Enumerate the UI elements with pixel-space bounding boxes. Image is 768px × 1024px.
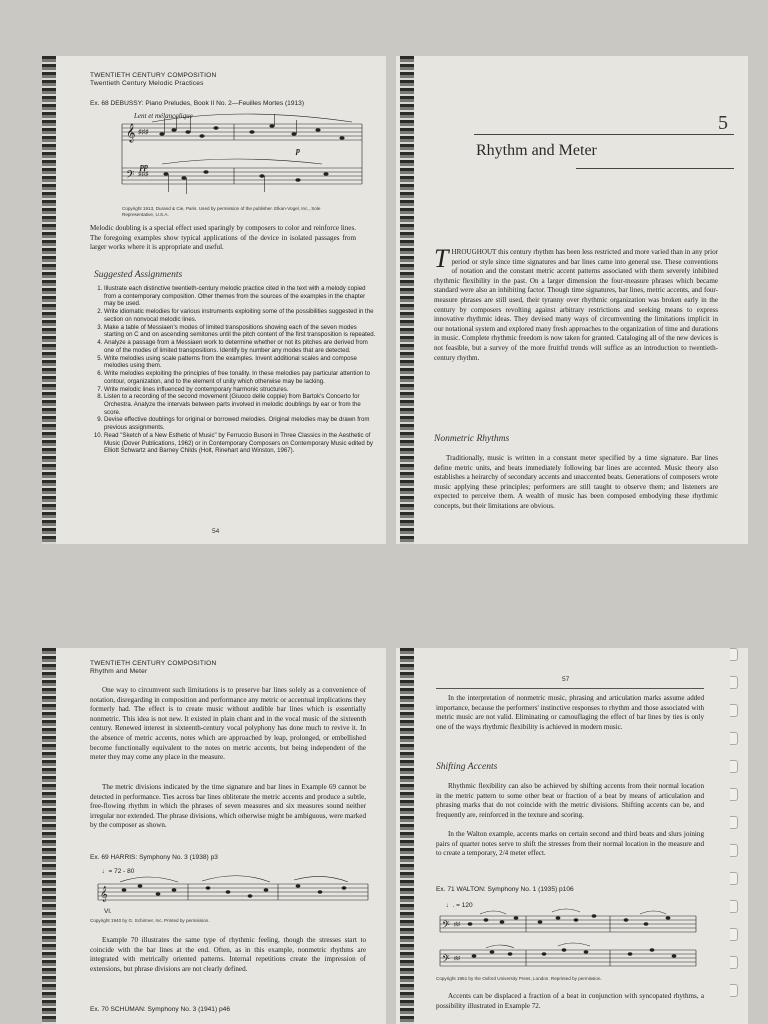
assignment-item: 4. Analyze a passage from a Messiaen work to determine whether or not its pitches are derived from one of the modes of limited transpositions. Identify by number any modes that are detected. bbox=[104, 339, 378, 354]
svg-text:𝄞: 𝄞 bbox=[126, 123, 136, 142]
header-rule bbox=[436, 688, 704, 689]
drop-cap: T bbox=[434, 244, 449, 273]
page-tab bbox=[730, 704, 738, 717]
tempo-marking: Lent et mélancolique bbox=[134, 112, 193, 120]
music-score-example-68 bbox=[122, 120, 362, 206]
dynamic-p: p bbox=[296, 146, 300, 155]
intro-text: HROUGHOUT this century rhythm has been less restricted and more varied than in any prior period or style since time signatures and bar lines came into general use. These conventions of notation and the constant metric accent patterns associated with them severely inhibited rhythmic flexibility in the past. On a larger dimension the four-measure phrases which became standard were also an inhibiting factor. Though time signatures, bar lines, metric accents, and four-measure phrases are still used, their tyranny over rhythmic organization was broken early in the century by composers revolting against arbitrary restrictions and seeking means to express innovative rhythmic ideas. They devised many ways of circumventing the limitations implicit in our notational system and explored many fresh approaches to the organization of time and durations in music. Complete rhythmic freedom is now taken for granted. Cataloging all of the new devices is not feasible, but a survey of the more fruitful trends will suffice as an introduction to twentieth-century rhythm. bbox=[434, 248, 718, 362]
example-69-copyright: Copyright 1940 by G. Schirmer, Inc. Printed by permission. bbox=[90, 918, 210, 923]
assignment-item: 6. Write melodies exploiting the principles of free tonality. In these melodies pay particular attention to contour, organization, and to the element of unity which otherwise may be lacking. bbox=[104, 370, 378, 385]
chapter-rule-bottom bbox=[576, 168, 734, 169]
example-71-caption: Ex. 71 WALTON: Symphony No. 1 (1935) p106 bbox=[436, 886, 574, 893]
assignment-item: 10. Read "Sketch of a New Esthetic of Music" by Ferruccio Busoni in Three Classics in the Aesthetic of Music (Dover Publications, 1962) or in Contemporary Composers on Contemporary Music edited by Elliott Schwartz and Barney Childs (Holt, Rinehart and Winston, 1967). bbox=[104, 432, 378, 455]
svg-text:♯♯♯: ♯♯♯ bbox=[138, 170, 149, 178]
music-score-example-71 bbox=[440, 910, 696, 974]
page-tab bbox=[730, 788, 738, 801]
page-tab bbox=[730, 648, 738, 661]
bar-lines-paragraph-1: One way to circumvent such limitations is to preserve bar lines solely as a convenience of notation, disregarding in composition and performance any metric or accentual implications they formerly had. The effect is to create music without audible bar lines which is essentially nonmetric. This idea is not new. It existed in plain chant and in the vocal music of the sixteenth century. Renewed interest in sixteenth-century vocal polyphony has done much to revive it. In the absence of metric accents, notes which are approached by leap, prolonged, or embellished become functionally equivalent to the notes on metric accents, but being independent of the meter they may come any place in the measure. bbox=[90, 686, 366, 762]
example-71-copyright: Copyright 1951 by the Oxford University Press, London. Reprinted by permission. bbox=[436, 976, 602, 981]
page-57 bbox=[396, 648, 748, 1024]
binding-edge bbox=[400, 648, 414, 1024]
melodic-doubling-paragraph: Melodic doubling is a special effect used sparingly by composers to color and reinforce lines. The foregoing examples show typical applications of the device in isolated passages from larger works where it is appropriate and useful. bbox=[90, 224, 356, 252]
example-69-tempo: ♩= 72 - 80 bbox=[102, 868, 135, 875]
page-tab bbox=[730, 816, 738, 829]
svg-text:♯♯: ♯♯ bbox=[454, 956, 460, 962]
page-tab bbox=[730, 732, 738, 745]
example-70-paragraph: Example 70 illustrates the same type of rhythmic feeling, though the stresses start to coincide with the bar lines at the end. Often, as in this example, nonmetric rhythms are integrated with metrically oriented patterns. Internal repetitions create the impression of extensions, but phrase divisions are not clearly defined. bbox=[90, 936, 366, 973]
svg-text:𝄢: 𝄢 bbox=[442, 919, 450, 933]
assignment-item: 5. Write melodies using scale patterns from the examples. Invent additional scales and compose melodies using them. bbox=[104, 355, 378, 370]
page-tab bbox=[730, 956, 738, 969]
svg-text:♯♯: ♯♯ bbox=[454, 922, 460, 928]
header-line-2: Rhythm and Meter bbox=[90, 668, 148, 675]
page-tab bbox=[730, 676, 738, 689]
page-tab bbox=[730, 760, 738, 773]
example-71-tempo: ♩. = 120 bbox=[446, 902, 473, 909]
copyright-notice: Copyright 1913, Durand & Cie, Paris. Used by permission of the publisher. Elkan-Vogel, Inc., Sole Representative, U.S.A. bbox=[122, 206, 321, 217]
assignments-heading: Suggested Assignments bbox=[94, 270, 183, 280]
shifting-accents-paragraph-2: In the Walton example, accents marks on certain second and third beats and slurs joining pairs of quarter notes serve to shift the stresses from their normal location in the measure and to create a temporary, 2/4 meter effect. bbox=[436, 830, 704, 858]
svg-text:♯♯♯: ♯♯♯ bbox=[138, 128, 149, 136]
header-line-2: Twentieth Century Melodic Practices bbox=[90, 80, 204, 87]
svg-text:𝄢: 𝄢 bbox=[442, 953, 450, 967]
svg-text:𝄞: 𝄞 bbox=[100, 887, 108, 902]
assignment-item: 1. Illustrate each distinctive twentieth-century melodic practice cited in the text with a melody copied from a contemporary composition. Other themes from the sources of the examples in the chapter may be used. bbox=[104, 285, 378, 308]
svg-text:𝄢: 𝄢 bbox=[126, 169, 135, 184]
chapter-intro-paragraph bbox=[434, 244, 718, 363]
assignment-item: 2. Write idiomatic melodies for various instruments exploiting some of the possibilities suggested in the section on nonvocal melodic lines. bbox=[104, 308, 378, 323]
assignment-item: 9. Devise effective doublings for original or borrowed melodies. Original melodies may be drawn from previous assignments. bbox=[104, 416, 378, 431]
example-68-caption: Ex. 68 DEBUSSY: Piano Preludes, Book II No. 2—Feuilles Mortes (1913) bbox=[90, 100, 305, 107]
page-tab bbox=[730, 844, 738, 857]
music-score-example-69 bbox=[98, 878, 368, 908]
example-70-caption: Ex. 70 SCHUMAN: Symphony No. 3 (1941) p46 bbox=[90, 1006, 230, 1013]
assignments-list bbox=[90, 285, 378, 455]
header-line-1: TWENTIETH CENTURY COMPOSITION bbox=[90, 660, 217, 667]
dynamic-pp: pp bbox=[140, 162, 148, 171]
shifting-accents-heading: Shifting Accents bbox=[436, 762, 498, 772]
running-header bbox=[90, 72, 216, 88]
page-tab bbox=[730, 928, 738, 941]
syncopation-paragraph: Accents can be displaced a fraction of a beat in conjunction with syncopated rhythms, a possibility illustrated in Example 72. bbox=[436, 992, 704, 1010]
chapter-rule-top bbox=[474, 134, 734, 135]
binding-edge bbox=[400, 56, 414, 544]
binding-edge bbox=[42, 56, 56, 544]
assignment-item: 7. Write melodic lines influenced by contemporary harmonic structures. bbox=[104, 386, 378, 394]
page-55 bbox=[396, 56, 748, 544]
nonmetric-rhythms-paragraph: Traditionally, music is written in a constant meter specified by a time signature. Bar lines define metric units, and beats immediately following bar lines are accented. Music theory also establishes a heirarchy of secondary accents and unaccented beats. Generations of composers wrote music applying these principles; performers are still taught to observe them; and listeners are expected to perceive them. A wealth of music has been composed embodying these rhythmic concepts, but their limitations are obvious. bbox=[434, 454, 718, 510]
page-56 bbox=[42, 648, 386, 1024]
chapter-number: 5 bbox=[718, 112, 728, 134]
interpretation-paragraph: In the interpretation of nonmetric music, phrasing and articulation marks assume added importance, because the performers' instinctive responses to rhythm and those associated with metric music are not valid. Eliminating or camouflaging the effect of bar lines by ties is only one of the ways rhythmic flexibility is achieved in modern music. bbox=[436, 694, 704, 731]
shifting-accents-paragraph-1: Rhythmic flexibility can also be achieved by shifting accents from their normal location in the metric pattern to some other beat or fraction of a beat by means of articulation and phrasing marks that do not coincide with the metric divisions. Shifting accents can be, and frequently are, reinforced in the texture and scoring. bbox=[436, 782, 704, 819]
running-header bbox=[90, 660, 216, 676]
page-tab bbox=[730, 984, 738, 997]
page-54 bbox=[42, 56, 386, 544]
page-number: 57 bbox=[562, 676, 570, 683]
assignment-item: 3. Make a table of Messiaen's modes of limited transpositions showing each of the seven modes starting on C and on ascending semitones until the pitch content of the first transposition is repeated. bbox=[104, 324, 378, 339]
page-number: 54 bbox=[212, 528, 220, 535]
bar-lines-paragraph-2: The metric divisions indicated by the time signature and bar lines in Example 69 cannot be detected in performance. Ties across bar lines obliterate the metric accents and produce a subtle, free-flowing rhythm in which the phrases of seven measures and six measures sound neither irregular nor extended. The phrase divisions, which otherwise might be ambiguous, were marked by the composer as shown. bbox=[90, 783, 366, 830]
chapter-title: Rhythm and Meter bbox=[476, 142, 597, 159]
example-69-caption: Ex. 69 HARRIS: Symphony No. 3 (1938) p3 bbox=[90, 854, 218, 861]
header-line-1: TWENTIETH CENTURY COMPOSITION bbox=[90, 72, 217, 79]
page-tab bbox=[730, 900, 738, 913]
nonmetric-rhythms-heading: Nonmetric Rhythms bbox=[434, 434, 510, 444]
page-tab bbox=[730, 872, 738, 885]
binding-edge bbox=[42, 648, 56, 1024]
example-69-instrument: Vl. bbox=[104, 908, 112, 915]
assignment-item: 8. Listen to a recording of the second movement (Giuoco delle coppie) from Bartok's Concerto for Orchestra. Analyze the intervals between parts involved in melodic doublings by ear or from the score. bbox=[104, 393, 378, 416]
